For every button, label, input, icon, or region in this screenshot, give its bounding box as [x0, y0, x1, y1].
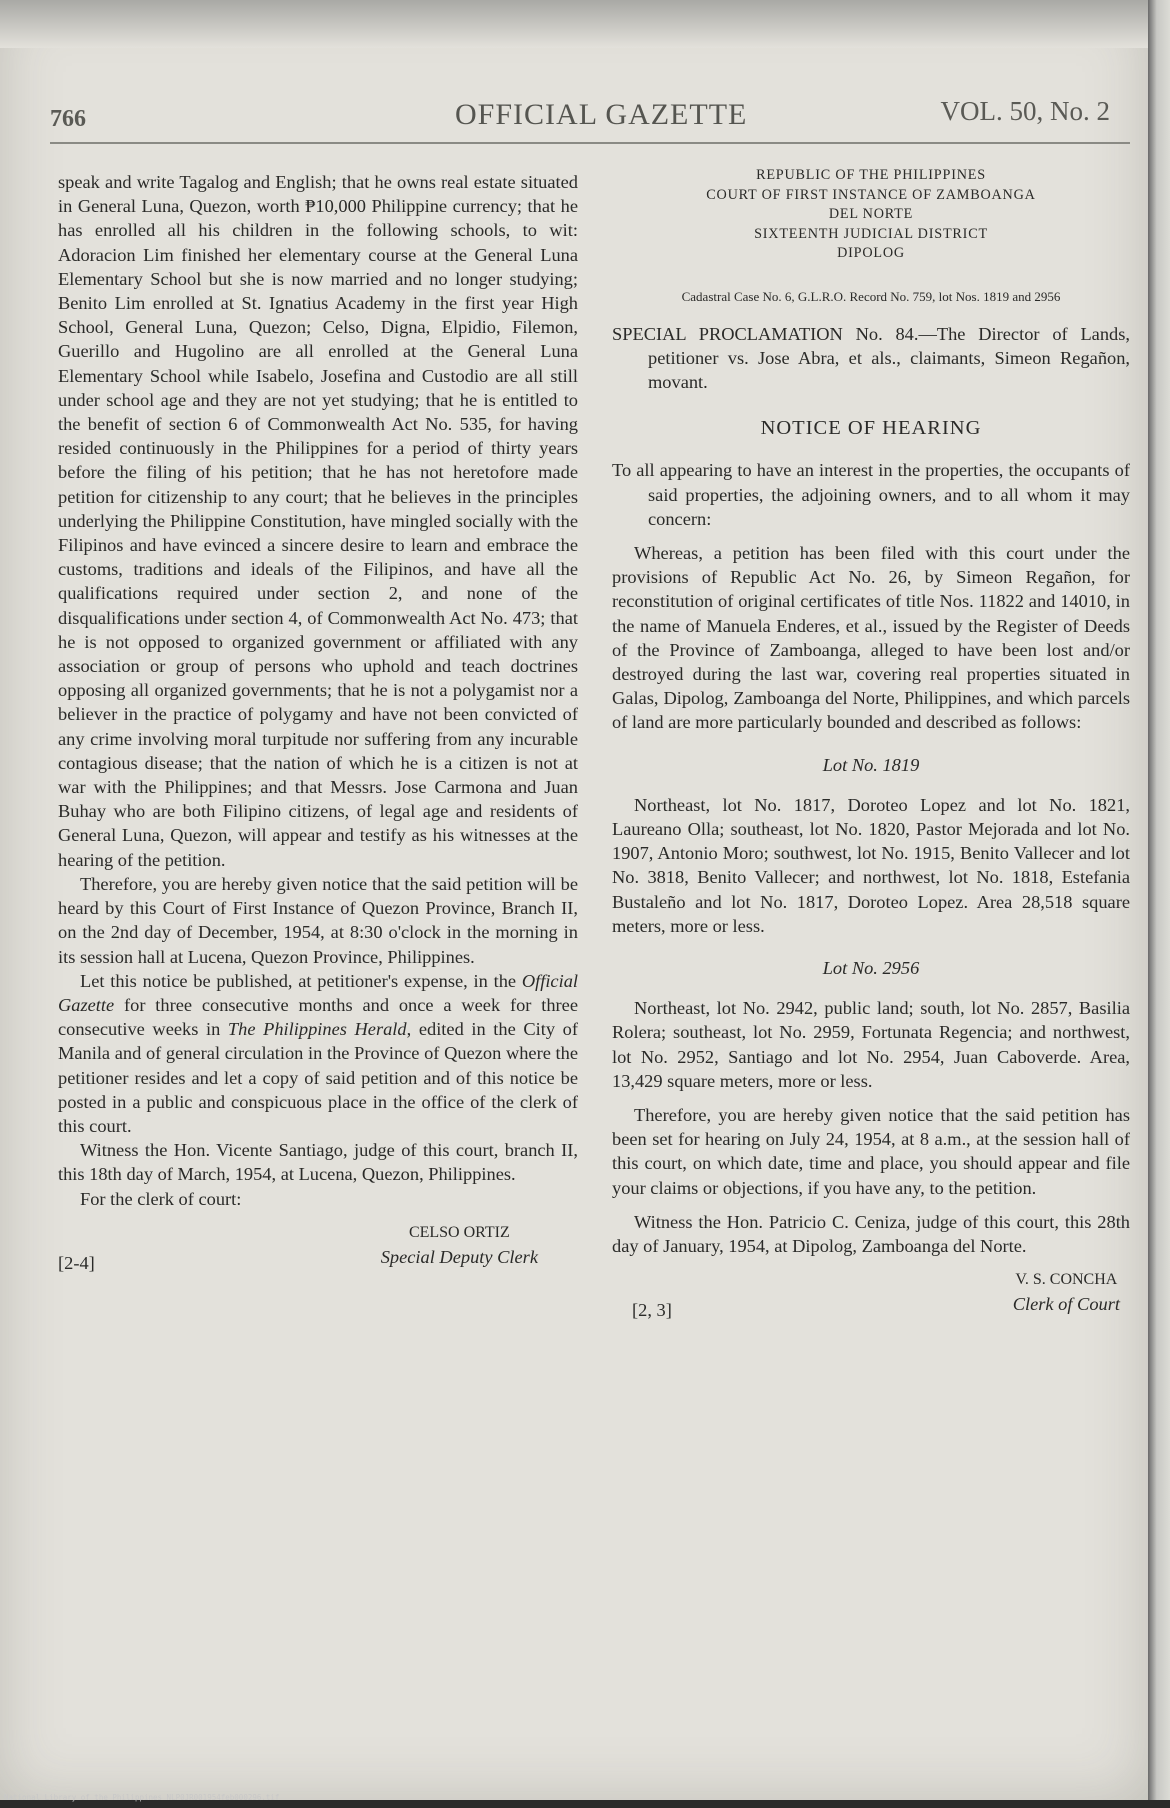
scan-right-edge — [1148, 0, 1170, 1800]
publication-text-b: for three consecutive months and once a week for three consecutive weeks in — [58, 994, 578, 1040]
witness-paragraph: Witness the Hon. Patricio C. Ceniza, judge of this court, this 28th day of January, 1954, at Dipolog, Zamboanga del Norte. — [612, 1211, 1130, 1256]
court-heading-line: COURT OF FIRST INSTANCE OF ZAMBOANGA — [706, 186, 1036, 203]
signer-title: Special Deputy Clerk — [380, 1246, 538, 1267]
court-heading — [612, 166, 1130, 264]
right-column — [612, 166, 1130, 1328]
notice-title: NOTICE OF HEARING — [760, 417, 982, 440]
signer-name: V. S. CONCHA — [1015, 1271, 1118, 1289]
issue-reference: [2, 3] — [632, 1300, 672, 1320]
lot-title: Lot No. 1819 — [822, 754, 920, 775]
therefore-paragraph: Therefore, you are hereby given notice that the said petition has been set for hearing on July 24, 1954, at 8 a.m., at the session hall of this court, on which date, time and place, you should appear and file your claims or objections, if you have any, to the petition. — [612, 1104, 1130, 1198]
issue-reference: [2-4] — [58, 1252, 95, 1273]
right-signature-block — [612, 1268, 1130, 1328]
left-signature-block — [58, 1221, 578, 1281]
page-number: 766 — [50, 106, 86, 132]
court-heading-line: REPUBLIC OF THE PHILIPPINES — [756, 167, 986, 183]
publication-text-c: , edited in the City of Manila and of general circulation in the Province of Quezon where the petitioner resides and let a copy of said petition and of this notice be posted in a public and conspicuous place in the office of the clerk of this court. — [58, 1019, 579, 1136]
signer-name: CELSO ORTIZ — [408, 1223, 510, 1241]
whereas-paragraph: Whereas, a petition has been filed with this court under the provisions of Republic Act No. 26, by Simeon Regañon, for reconstitution of original certificates of title Nos. 11822 and 14010, in the name of Manuela Enderes, et al., issued by the Register of Deeds of the Province of Zamboanga, alleged to have been lost and/or destroyed during the last war, covering real properties situated in Galas, Dipolog, Zamboanga del Norte, Philippines, and which parcels of land are more particularly bounded and described as follows: — [612, 542, 1130, 733]
publication-text-a: Let this notice be published, at petitioner's expense, in the — [80, 970, 522, 991]
philippines-herald-title: The Philippines Herald — [227, 1019, 407, 1040]
signer-title: Clerk of Court — [1012, 1294, 1120, 1315]
court-heading-line: DEL NORTE — [828, 206, 914, 222]
scan-footer: National Library of the Philippines NLP0JR001954feb000296.tif — [4, 1793, 280, 1802]
signer — [381, 1221, 538, 1269]
therefore-paragraph: Therefore, you are hereby given notice that the said petition will be heard by this Court of First Instance of Quezon Province, Branch II, on the 2nd day of December, 1954, at 8:30 o'clock in the morning in its session hall at Lucena, Quezon Province, Philippines. — [58, 873, 578, 967]
header-rule — [50, 142, 1130, 144]
official-gazette-title: Official Gazette — [58, 970, 578, 1015]
signer — [1013, 1268, 1120, 1316]
special-proclamation: SPECIAL PROCLAMATION No. 84.—The Director of Lands, petitioner vs. Jose Abra, et als., claimants, Simeon Regañon, movant. — [612, 323, 1130, 392]
volume-number: VOL. 50, No. 2 — [940, 96, 1110, 126]
petition-continued-paragraph: speak and write Tagalog and English; that he owns real estate situated in General Luna, Quezon, worth ₱10,000 Philippine currency; that he has enrolled all his children in the following schools, to wit: Adoracion Lim finished her elementary course at the General Luna Elementary School but she is now married and no longer studying; Benito Lim enrolled at St. Ignatius Academy in the first year High School, General Luna, Quezon; Celso, Digna, Elpidio, Filemon, Guerillo and Hugolino are all enrolled at the General Luna Elementary School while Isabelo, Josefina and Custodio are all still under school age and they are not yet studying; that he is entitled to the benefit of section 6 of Commonwealth Act No. 535, for having resided continuously in the Philippines for a period of thirty years before the filing of his petition; that he has not heretofore made petition for citizenship to any court; that he believes in the principles underlying the Philippine Constitution, have mingled socially with the Filipinos and have evinced a sincere desire to learn and embrace the customs, traditions and ideals of the Filipinos, and have all the qualifications required under section 2, and none of the disqualifications under section 4, of Commonwealth Act No. 473; that he is not opposed to organized government or affiliated with any association or group of persons who uphold and teach doctrines opposing all organized governments; that he is not a polygamist nor a believer in the practice of polygamy and have not been convicted of any crime involving moral turpitude nor suffering from any incurable contagious disease; that the nation of which he is a citizen is not at war with the Philippines; and that Messrs. Jose Carmona and Juan Buhay who are both Filipino citizens, of legal age and residents of General Luna, Quezon, will appear and testify as his witnesses at the hearing of the petition. — [58, 172, 578, 870]
left-column — [58, 170, 578, 1281]
publication-paragraph — [58, 969, 578, 1138]
court-heading-line: SIXTEENTH JUDICIAL DISTRICT — [754, 225, 988, 242]
lot-description: Northeast, lot No. 1817, Doroteo Lopez and lot No. 1821, Laureano Olla; southeast, lot No. 1820, Pastor Mejorada and lot No. 1907, Antonio Moro; southwest, lot No. 1915, Benito Vallecer and lot No. 3818, Benito Vallecer; and northwest, lot No. 1818, Estefania Bustaleño and lot No. 1817, Doroteo Lopez. Area 28,518 square meters, more or less. — [612, 794, 1130, 936]
lot-description: Northeast, lot No. 2942, public land; south, lot No. 2857, Basilia Rolera; southeast, lot No. 2959, Fortunata Regencia; and northwest, lot No. 2952, Santiago and lot No. 2954, Juan Caboverde. Area, 13,429 square meters, more or less. — [612, 998, 1130, 1091]
case-reference: Cadastral Case No. 6, G.L.R.O. Record No. 759, lot Nos. 1819 and 2956 — [681, 288, 1061, 304]
court-heading-line: DIPOLOG — [837, 245, 905, 261]
gazette-title: OFFICIAL GAZETTE — [455, 98, 748, 131]
lot-title: Lot No. 2956 — [822, 957, 920, 978]
for-clerk-line: For the clerk of court: — [80, 1188, 242, 1209]
to-all-paragraph: To all appearing to have an interest in the properties, the occupants of said properties, the adjoining owners, and to all whom it may concern: — [612, 460, 1130, 529]
witness-paragraph: Witness the Hon. Vicente Santiago, judge of this court, branch II, this 18th day of March, 1954, at Lucena, Quezon, Philippines. — [58, 1140, 578, 1185]
page-header — [50, 96, 1130, 136]
